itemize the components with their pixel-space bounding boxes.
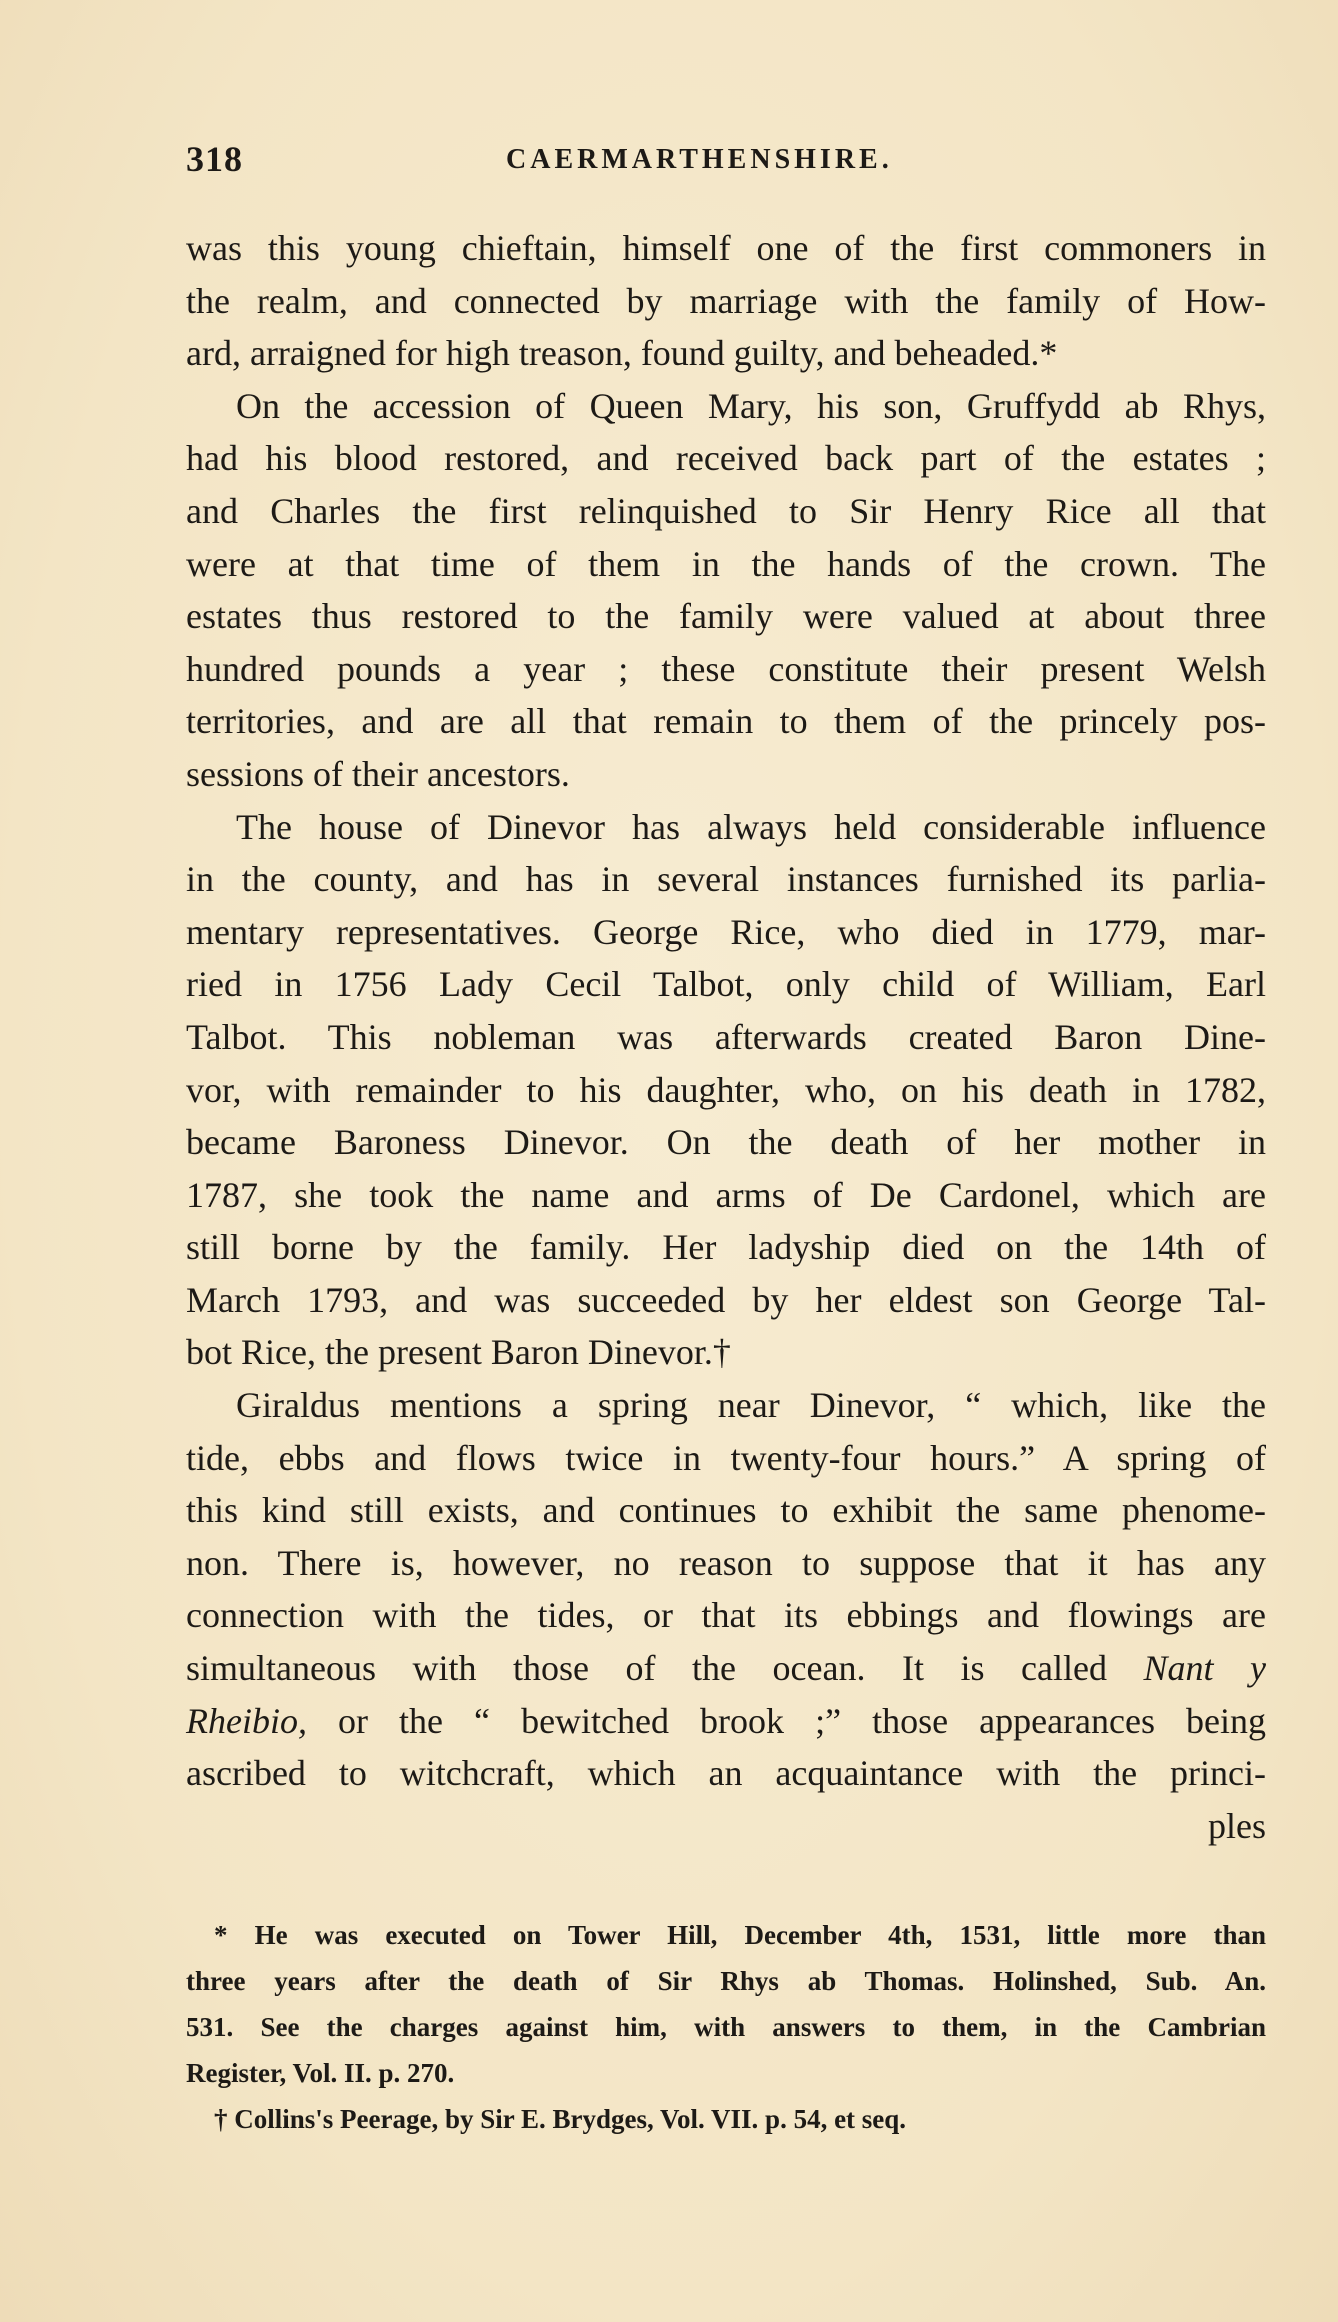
text-segment: or the “ bewitched brook ;” those appearances being bbox=[306, 1700, 1266, 1741]
text-line: mentary representatives. George Rice, who died in 1779, mar- bbox=[186, 911, 1266, 952]
text-line: bot Rice, the present Baron Dinevor.† bbox=[186, 1332, 731, 1373]
text-line: became Baroness Dinevor. On the death of her mother in bbox=[186, 1122, 1266, 1163]
text-line: in the county, and has in several instances furnished its parlia- bbox=[186, 859, 1266, 900]
footnote-line: 531. See the charges against him, with answers to them, in the Cambrian bbox=[186, 2012, 1266, 2042]
text-line: ascribed to witchcraft, which an acquaintance with the princi- bbox=[186, 1753, 1266, 1794]
text-line: sessions of their ancestors. bbox=[186, 753, 570, 794]
text-line: estates thus restored to the family were valued at about three bbox=[186, 596, 1266, 637]
text-line: was this young chieftain, himself one of the first commoners in bbox=[186, 228, 1266, 268]
text-line: Giraldus mentions a spring near Dinevor, “ which, like the bbox=[236, 1385, 1266, 1426]
text-line: this kind still exists, and continues to exhibit the same phenome- bbox=[186, 1490, 1266, 1531]
text-line: vor, with remainder to his daughter, who, on his death in 1782, bbox=[186, 1069, 1266, 1110]
text-line: the realm, and connected by marriage with the family of How- bbox=[186, 280, 1266, 321]
text-line: ried in 1756 Lady Cecil Talbot, only child of William, Earl bbox=[186, 964, 1266, 1005]
footnote-line: * He was executed on Tower Hill, December 4th, 1531, little more than bbox=[214, 1920, 1266, 1950]
page-number: 318 bbox=[186, 139, 243, 179]
place-name-rheibio: Rheibio, bbox=[186, 1700, 307, 1741]
footnotes bbox=[186, 1912, 1266, 2142]
body-text bbox=[186, 222, 1266, 1852]
running-head: CAERMARTHENSHIRE. bbox=[506, 144, 893, 175]
text-line: still borne by the family. Her ladyship died on the 14th of bbox=[186, 1227, 1266, 1268]
place-name-nant-y: Nant y bbox=[1143, 1648, 1266, 1689]
footnote-line: three years after the death of Sir Rhys ab Thomas. Holinshed, Sub. An. bbox=[186, 1966, 1266, 1996]
text-line: were at that time of them in the hands of the crown. The bbox=[186, 543, 1266, 584]
footnote-line: † Collins's Peerage, by Sir E. Brydges, Vol. VII. p. 54, et seq. bbox=[214, 2104, 907, 2134]
text-line: territories, and are all that remain to them of the princely pos- bbox=[186, 701, 1266, 742]
text-line: tide, ebbs and flows twice in twenty-four hours.” A spring of bbox=[186, 1437, 1266, 1478]
text-line: non. There is, however, no reason to suppose that it has any bbox=[186, 1542, 1266, 1583]
text-line: The house of Dinevor has always held considerable influence bbox=[236, 806, 1266, 847]
text-line: 1787, she took the name and arms of De Cardonel, which are bbox=[186, 1174, 1266, 1215]
text-line bbox=[186, 1695, 1266, 1748]
text-line: connection with the tides, or that its ebbings and flowings are bbox=[186, 1595, 1266, 1636]
footnote-line: Register, Vol. II. p. 270. bbox=[186, 2058, 455, 2088]
page-header bbox=[186, 138, 1256, 182]
text-line: March 1793, and was succeeded by her eldest son George Tal- bbox=[186, 1279, 1266, 1320]
text-line: On the accession of Queen Mary, his son, Gruffydd ab Rhys, bbox=[236, 385, 1266, 426]
catchword: ples bbox=[1208, 1805, 1266, 1846]
text-line: ard, arraigned for high treason, found guilty, and beheaded.* bbox=[186, 333, 1058, 374]
text-line: Talbot. This nobleman was afterwards created Baron Dine- bbox=[186, 1016, 1266, 1057]
text-line: had his blood restored, and received back part of the estates ; bbox=[186, 438, 1266, 479]
text-line: and Charles the first relinquished to Sir Henry Rice all that bbox=[186, 490, 1266, 531]
text-segment: simultaneous with those of the ocean. It is called bbox=[186, 1648, 1144, 1689]
text-line: hundred pounds a year ; these constitute their present Welsh bbox=[186, 648, 1266, 689]
text-line bbox=[186, 1642, 1266, 1695]
